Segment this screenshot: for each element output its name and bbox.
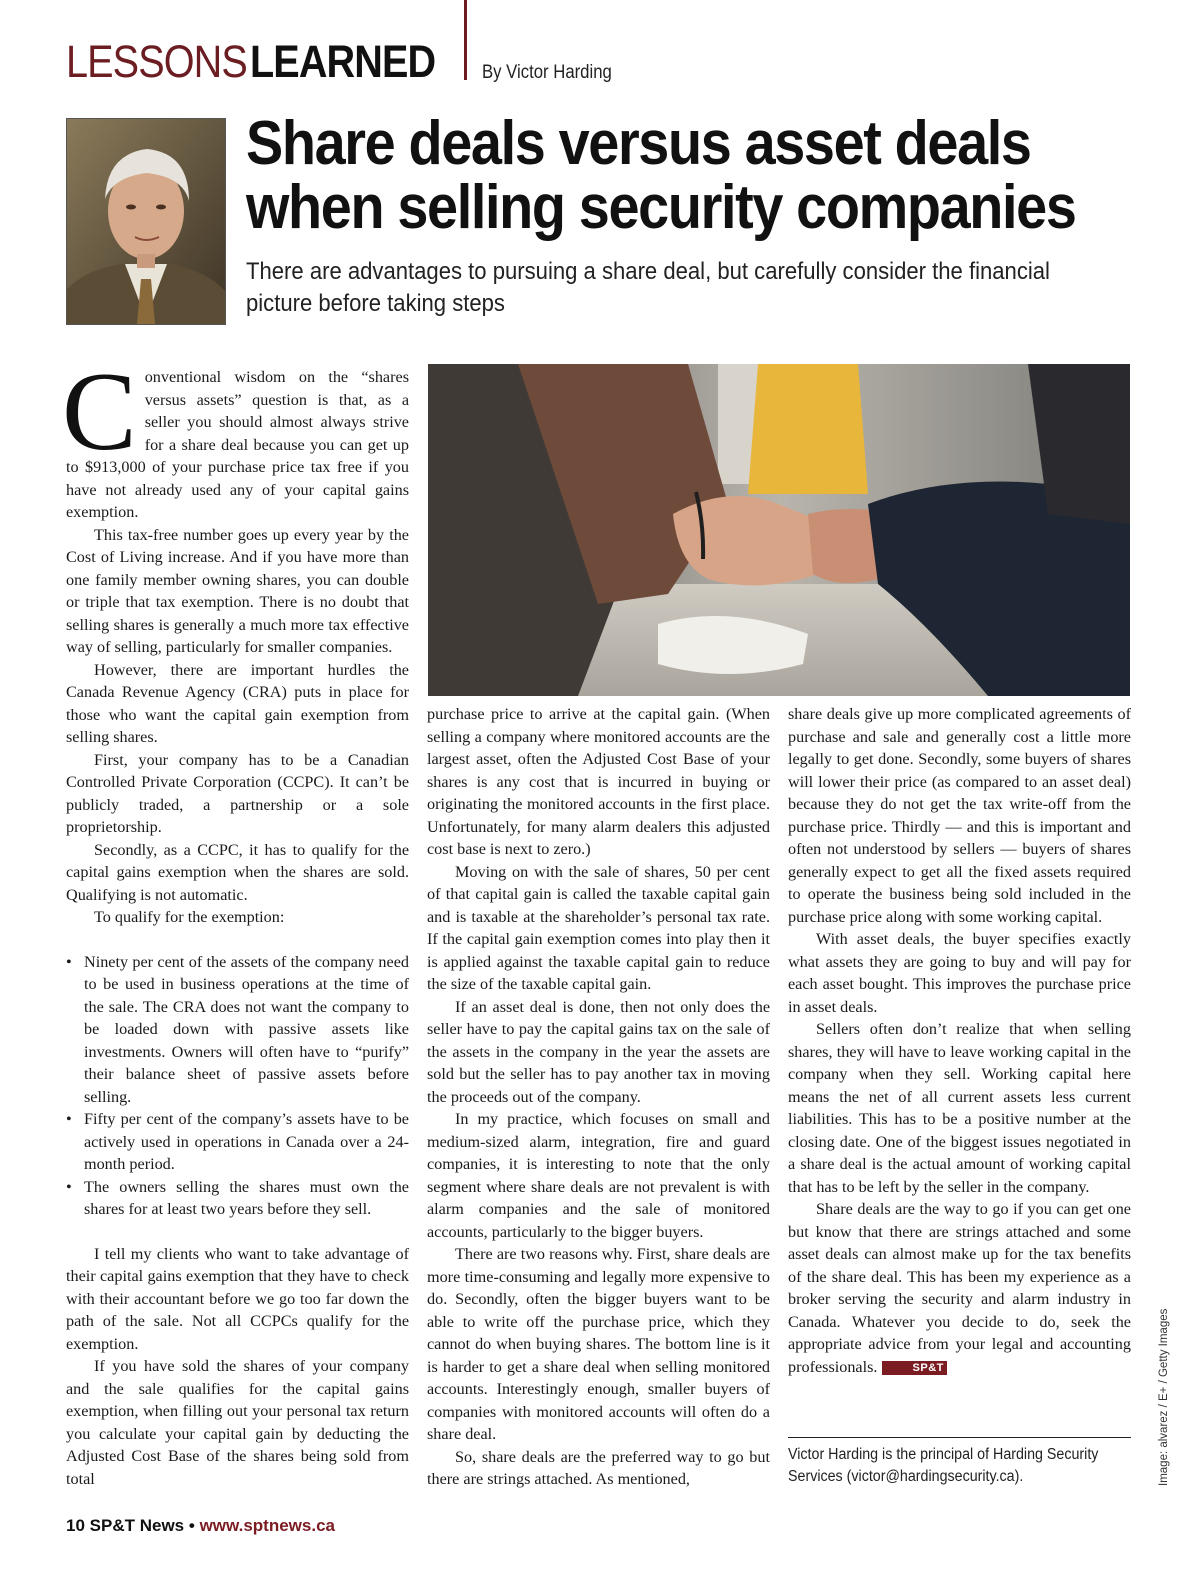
body-paragraph: If an asset deal is done, then not only does the seller have to pay the capital gains tax on the sale of the assets in the company in the year the assets are sold but the seller has to pay another tax in moving the proceeds out of the company.: [427, 997, 770, 1106]
image-credit: Image: alvarez / E+ / Getty Images: [1158, 1308, 1170, 1486]
deck: [246, 256, 1074, 320]
article-column-2: [427, 703, 770, 1491]
handshake-illustration: [428, 364, 1130, 696]
body-paragraph: Moving on with the sale of shares, 50 per cent of that capital gain is called the taxable capital gain and is taxable at the shareholder’s personal tax rate. If the capital gain exemption comes into play then it is applied against the taxable capital gain to reduce the size of the taxable capital gain.: [427, 862, 770, 993]
publication-name: SP&T News: [89, 1516, 185, 1535]
body-paragraph: So, share deals are the preferred way to go but there are strings attached. As mentioned,: [427, 1447, 770, 1488]
body-paragraph: Sellers often don’t realize that when selling shares, they will have to leave working capital in the company when they sell. Working capital here means the net of all current assets less current liabilities. This has to be a positive number at the closing date. One of the biggest issues negotiated in a share deal is the actual amount of working capital that has to be left by the seller in the company.: [788, 1020, 1131, 1196]
body-paragraph: First, your company has to be a Canadian Controlled Private Corporation (CCPC). It can’t be publicly traded, a partnership or a sole proprietorship.: [66, 750, 409, 836]
end-mark-logo: SP&T: [882, 1361, 947, 1375]
body-paragraph: There are two reasons why. First, share deals are more time-consuming and legally more expensive to do. Secondly, often the bigger buyers want to be able to write off the purchase price, which they cannot do when buying shares. The bottom line is it is harder to get a share deal when selling monitored accounts. Interestingly enough, smaller buyers of companies with monitored accounts will often do a share deal.: [427, 1245, 770, 1443]
headline-line-2: when selling security companies: [246, 173, 1076, 242]
article-column-3: [788, 703, 1131, 1378]
opening-paragraph-text: onventional wisdom on the “shares versus assets” question is that, as a seller you should almost always strive for a share deal because you can get up to $913,000 of your purchase price tax free if you have not already used any of your capital gains exemption.: [66, 368, 409, 521]
list-item: [66, 1176, 409, 1221]
continued-paragraph: purchase price to arrive at the capital gain. (When selling a company where monitored accounts are the largest asset, often the Adjusted Cost Base of your shares is any cost that is incurred in buying or originating the monitored accounts in the first place. Unfortunately, for many alarm dealers this adjusted cost base is next to zero.): [427, 705, 770, 858]
closing-paragraph-text: Share deals are the way to go if you can get one but know that there are strings attached and some asset deals can almost make up for the tax benefits of the share deal. This has been my experience as a broker serving the security and alarm industry in Canada. Whatever you decide to do, seek the appropriate advice from your legal and accounting professionals.: [788, 1200, 1131, 1376]
body-paragraph: I tell my clients who want to take advantage of their capital gains exemption that they have to check with their accountant before we go too far down the path of the sale. Not all CCPCs qualify for the exemption.: [66, 1244, 409, 1353]
body-paragraph: Secondly, as a CCPC, it has to qualify for the capital gains exemption when the shares are sold. Qualifying is not automatic.: [66, 840, 409, 904]
article-column-1: [62, 350, 409, 1490]
headline: [246, 109, 1076, 242]
author-portrait: [66, 118, 226, 325]
list-item-text: Fifty per cent of the company’s assets have to be actively used in operations in Canada over a 24-month period.: [84, 1110, 409, 1173]
body-paragraph: This tax-free number goes up every year by the Cost of Living increase. And if you have more than one family member owning shares, you can double or triple that tax exemption. There is no doubt that selling shares is generally a much more tax effective way of selling, particularly for smaller companies.: [66, 525, 409, 656]
body-paragraph: With asset deals, the buyer specifies exactly what assets they are going to buy and will pay for each asset bought. This improves the purchase price in asset deals.: [788, 930, 1131, 1016]
page-footer: [66, 1516, 335, 1536]
list-item-text: Ninety per cent of the assets of the company need to be used in business operations at the time of the sale. The CRA does not want the company to be loaded down with passive assets like investments. Owners will often have to “purify” their balance sheet of passive assets before selling.: [84, 952, 409, 1106]
continued-paragraph: share deals give up more complicated agreements of purchase and sale and generally cost a little more legally to get done. Secondly, some buyers of shares will lower their price (as compared to an asset deal) because they do not get the tax write-off from the purchase price. Thirdly — and this is important and often not understood by sellers — buyers of shares generally expect to get all the fixed assets required to operate the business being sold included in the purchase price along with some working capital.: [788, 705, 1131, 926]
section-label-bold: LEARNED: [250, 36, 436, 87]
opening-paragraph: [62, 350, 409, 524]
closing-paragraph: [788, 1198, 1131, 1378]
deck-line-1: There are advantages to pursuing a share deal, but carefully consider the financial: [246, 258, 1050, 285]
section-label-light: LESSONS: [66, 36, 247, 87]
body-paragraph: If you have sold the shares of your company and the sale qualifies for the capital gains exemption, when filling out your personal tax return you calculate your capital gain by deducting the Adjusted Cost Base of the shares being sold from total: [66, 1357, 409, 1488]
body-paragraph: In my practice, which focuses on small and medium-sized alarm, integration, fire and guard companies, it is interesting to note that the only segment where share deals are not prevalent is with alarm companies and the sale of monitored accounts, particularly to the bigger buyers.: [427, 1110, 770, 1241]
drop-cap: C: [62, 350, 137, 474]
bullet-icon: •: [66, 952, 72, 971]
bio-divider: [788, 1437, 1131, 1438]
qualification-list: [66, 951, 409, 1221]
handshake-photo: [428, 364, 1130, 696]
header-divider: [464, 0, 467, 80]
list-item-text: The owners selling the shares must own the shares for at least two years before they sell.: [84, 1177, 409, 1218]
byline: By Victor Harding: [482, 62, 612, 83]
footer-separator: •: [188, 1516, 195, 1535]
body-paragraph: However, there are important hurdles the Canada Revenue Agency (CRA) puts in place for those who want the capital gain exemption from selling shares.: [66, 660, 409, 746]
author-portrait-illustration: [67, 119, 225, 324]
list-item: [66, 1108, 409, 1176]
deck-line-2: picture before taking steps: [246, 290, 505, 317]
list-item: [66, 951, 409, 1109]
body-paragraph: To qualify for the exemption:: [94, 908, 285, 926]
author-bio: Victor Harding is the principal of Harding Security Services (victor@hardingsecurity.ca).: [788, 1446, 1099, 1485]
bullet-icon: •: [66, 1110, 72, 1128]
bullet-icon: •: [66, 1177, 72, 1196]
page-number: 10: [66, 1516, 85, 1535]
headline-line-1: Share deals versus asset deals: [246, 109, 1031, 178]
publication-url[interactable]: www.sptnews.ca: [199, 1516, 335, 1535]
